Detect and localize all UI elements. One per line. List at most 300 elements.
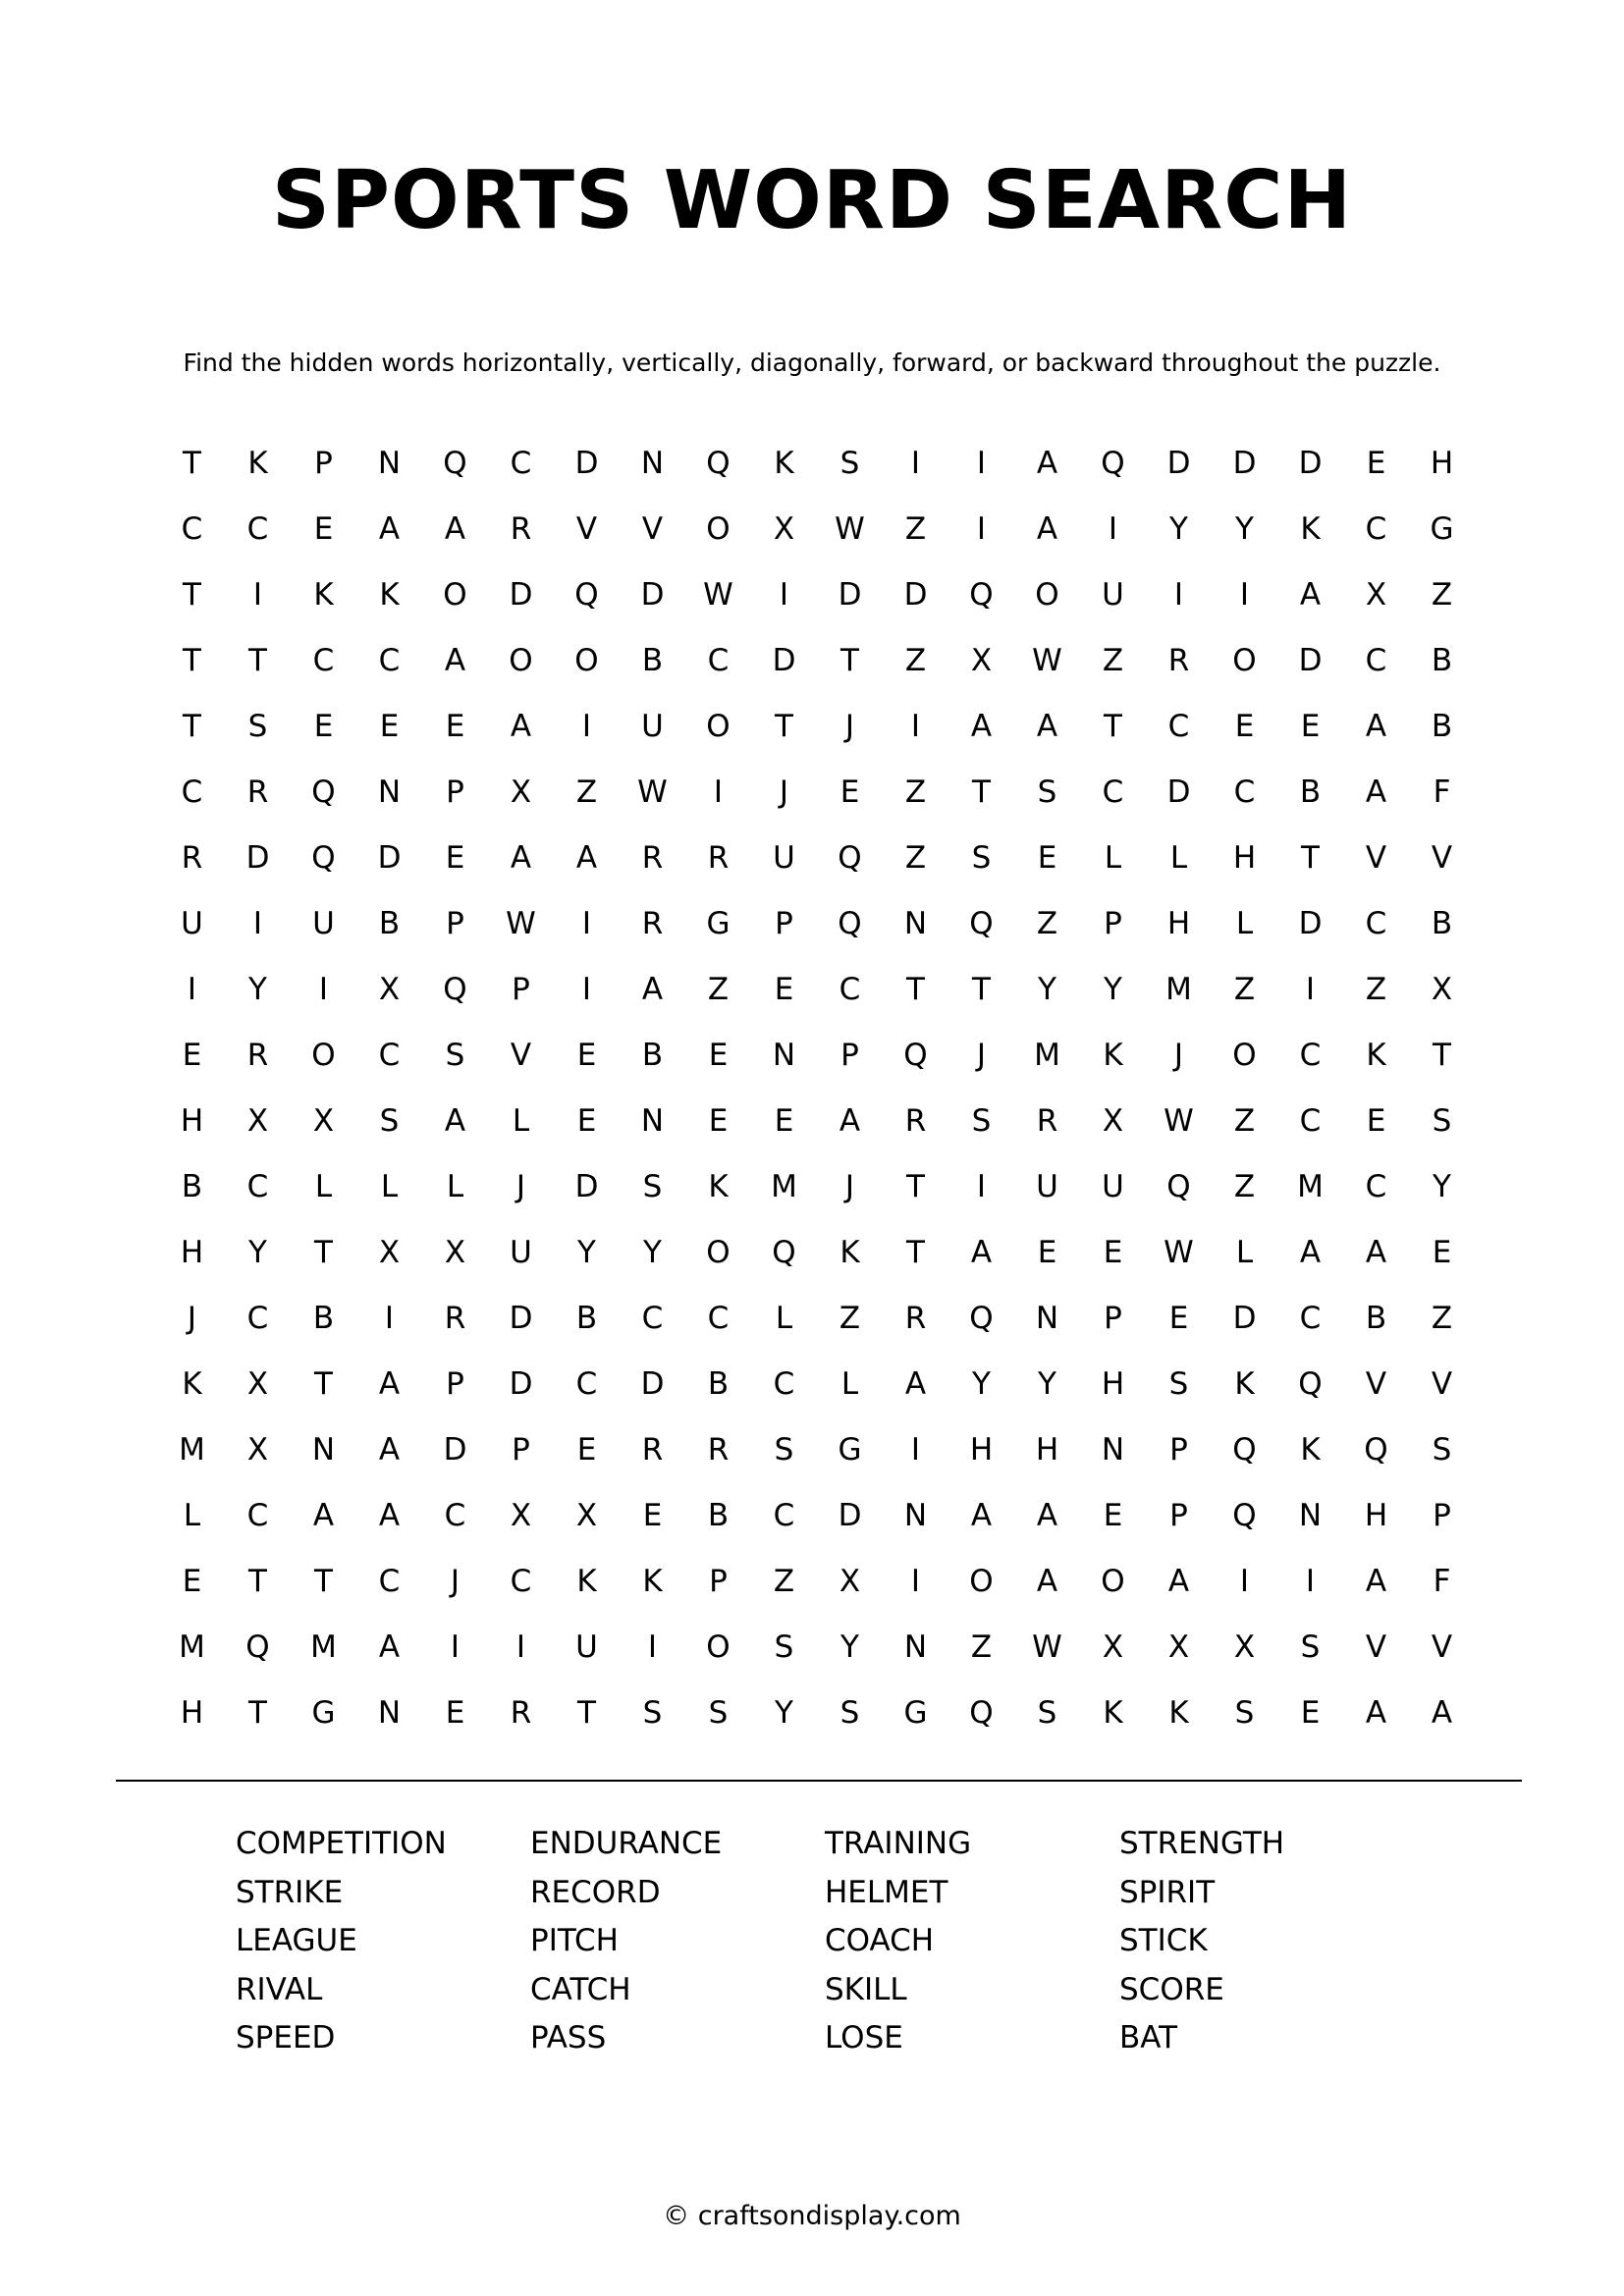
grid-cell: H bbox=[1430, 445, 1454, 481]
grid-cell: H bbox=[1364, 1497, 1388, 1533]
grid-cell: T bbox=[314, 1234, 333, 1270]
word-list-item: STRENGTH bbox=[1119, 1826, 1285, 1861]
grid-cell: O bbox=[311, 1037, 336, 1073]
grid-cell: H bbox=[1035, 1431, 1059, 1468]
grid-cell: P bbox=[775, 905, 793, 941]
word-list-item: LOSE bbox=[825, 2020, 903, 2056]
divider-line bbox=[116, 1780, 1522, 1782]
grid-cell: X bbox=[1102, 1629, 1124, 1665]
grid-cell: E bbox=[182, 1037, 202, 1073]
grid-cell: H bbox=[180, 1234, 204, 1270]
grid-cell: O bbox=[1232, 1037, 1257, 1073]
grid-cell: E bbox=[1234, 708, 1255, 744]
grid-cell: V bbox=[510, 1037, 532, 1073]
grid-cell: A bbox=[378, 1629, 401, 1665]
grid-cell: I bbox=[515, 1629, 526, 1665]
grid-cell: E bbox=[182, 1563, 202, 1599]
grid-cell: D bbox=[640, 1365, 665, 1402]
grid-cell: P bbox=[840, 1037, 859, 1073]
grid-cell: Y bbox=[1235, 510, 1254, 547]
grid-cell: W bbox=[506, 905, 536, 941]
grid-cell: V bbox=[1365, 1629, 1387, 1665]
grid-cell: H bbox=[969, 1431, 994, 1468]
grid-cell: P bbox=[446, 774, 464, 810]
grid-cell: T bbox=[314, 1563, 333, 1599]
grid-cell: I bbox=[647, 1629, 658, 1665]
grid-cell: R bbox=[1167, 642, 1190, 678]
grid-cell: Q bbox=[1232, 1497, 1257, 1533]
grid-cell: B bbox=[1431, 708, 1453, 744]
grid-cell: C bbox=[378, 642, 401, 678]
grid-cell: I bbox=[1239, 576, 1250, 613]
grid-cell: I bbox=[976, 1168, 987, 1204]
grid-cell: T bbox=[248, 642, 267, 678]
grid-cell: E bbox=[576, 1431, 597, 1468]
grid-cell: A bbox=[1167, 1563, 1190, 1599]
grid-cell: A bbox=[1365, 1563, 1387, 1599]
grid-cell: X bbox=[839, 1563, 861, 1599]
grid-cell: N bbox=[640, 445, 665, 481]
grid-cell: C bbox=[510, 445, 532, 481]
grid-cell: P bbox=[709, 1563, 728, 1599]
grid-cell: S bbox=[1432, 1431, 1452, 1468]
grid-cell: M bbox=[310, 1629, 337, 1665]
grid-cell: C bbox=[312, 642, 335, 678]
grid-cell: D bbox=[1298, 905, 1323, 941]
grid-cell: C bbox=[707, 642, 730, 678]
instructions-text: Find the hidden words horizontally, vertically, diagonally, forward, or backward throughout the puzzle. bbox=[183, 348, 1441, 377]
grid-cell: R bbox=[641, 1431, 664, 1468]
grid-cell: X bbox=[444, 1234, 466, 1270]
word-list-item: HELMET bbox=[825, 1874, 948, 1910]
word-list-item: RECORD bbox=[530, 1874, 661, 1910]
grid-cell: Q bbox=[311, 839, 336, 876]
grid-cell: C bbox=[773, 1365, 795, 1402]
grid-cell: B bbox=[378, 905, 401, 941]
grid-cell: B bbox=[641, 1037, 664, 1073]
word-list-item: PASS bbox=[530, 2020, 607, 2056]
grid-cell: Q bbox=[772, 1234, 796, 1270]
grid-cell: S bbox=[445, 1037, 465, 1073]
grid-cell: R bbox=[904, 1300, 927, 1336]
grid-cell: X bbox=[246, 1431, 269, 1468]
grid-cell: G bbox=[903, 1694, 928, 1731]
grid-cell: R bbox=[181, 839, 203, 876]
grid-cell: U bbox=[1102, 576, 1124, 613]
grid-cell: J bbox=[844, 1168, 855, 1204]
grid-cell: X bbox=[246, 1102, 269, 1139]
grid-cell: L bbox=[1235, 905, 1254, 941]
grid-cell: C bbox=[1102, 774, 1124, 810]
grid-cell: Y bbox=[840, 1629, 859, 1665]
grid-cell: O bbox=[1101, 1563, 1125, 1599]
grid-cell: C bbox=[1299, 1102, 1322, 1139]
grid-cell: I bbox=[581, 708, 592, 744]
grid-cell: A bbox=[444, 1102, 466, 1139]
word-list-item: PITCH bbox=[530, 1923, 619, 1958]
grid-cell: I bbox=[713, 774, 724, 810]
grid-cell: E bbox=[445, 708, 465, 744]
grid-cell: S bbox=[1234, 1694, 1255, 1731]
grid-cell: I bbox=[779, 576, 789, 613]
grid-cell: E bbox=[1366, 1102, 1386, 1139]
grid-cell: J bbox=[515, 1168, 526, 1204]
grid-cell: P bbox=[512, 1431, 530, 1468]
grid-cell: J bbox=[1173, 1037, 1184, 1073]
grid-cell: D bbox=[772, 642, 796, 678]
grid-cell: L bbox=[775, 1300, 793, 1336]
word-list-item: ENDURANCE bbox=[530, 1826, 723, 1861]
grid-cell: A bbox=[378, 1365, 401, 1402]
grid-cell: K bbox=[708, 1168, 729, 1204]
grid-cell: V bbox=[575, 510, 598, 547]
grid-cell: M bbox=[179, 1629, 205, 1665]
grid-cell: K bbox=[1366, 1037, 1386, 1073]
grid-cell: D bbox=[1166, 445, 1191, 481]
grid-cell: J bbox=[779, 774, 789, 810]
grid-cell: N bbox=[377, 774, 402, 810]
grid-cell: C bbox=[1365, 510, 1387, 547]
grid-cell: K bbox=[247, 445, 268, 481]
grid-cell: X bbox=[1233, 1629, 1256, 1665]
grid-cell: T bbox=[972, 971, 991, 1007]
grid-cell: X bbox=[312, 1102, 335, 1139]
grid-cell: B bbox=[1431, 905, 1453, 941]
grid-cell: K bbox=[1300, 510, 1321, 547]
grid-cell: Q bbox=[1298, 1365, 1323, 1402]
grid-cell: O bbox=[706, 510, 731, 547]
grid-cell: Y bbox=[1038, 1365, 1056, 1402]
grid-cell: K bbox=[1103, 1037, 1123, 1073]
grid-cell: S bbox=[1432, 1102, 1452, 1139]
grid-cell: Q bbox=[574, 576, 599, 613]
grid-cell: S bbox=[642, 1694, 663, 1731]
grid-cell: I bbox=[384, 1300, 395, 1336]
grid-cell: A bbox=[1365, 708, 1387, 744]
grid-cell: C bbox=[1299, 1037, 1322, 1073]
grid-cell: W bbox=[703, 576, 733, 613]
grid-cell: U bbox=[312, 905, 335, 941]
grid-cell: A bbox=[1365, 1234, 1387, 1270]
grid-cell: D bbox=[574, 1168, 599, 1204]
grid-cell: O bbox=[574, 642, 599, 678]
grid-cell: K bbox=[576, 1563, 597, 1599]
grid-cell: P bbox=[446, 1365, 464, 1402]
grid-cell: Q bbox=[838, 905, 862, 941]
grid-cell: S bbox=[774, 1431, 794, 1468]
grid-cell: L bbox=[1235, 1234, 1254, 1270]
grid-cell: R bbox=[641, 905, 664, 941]
grid-cell: E bbox=[1300, 1694, 1321, 1731]
grid-cell: N bbox=[1298, 1497, 1323, 1533]
grid-cell: S bbox=[1037, 774, 1057, 810]
grid-cell: Y bbox=[1433, 1168, 1451, 1204]
grid-cell: N bbox=[772, 1037, 796, 1073]
grid-cell: A bbox=[1036, 1563, 1058, 1599]
grid-cell: X bbox=[1365, 576, 1387, 613]
grid-cell: D bbox=[1232, 1300, 1257, 1336]
grid-cell: Y bbox=[643, 1234, 662, 1270]
grid-cell: D bbox=[1232, 445, 1257, 481]
grid-cell: P bbox=[314, 445, 333, 481]
grid-cell: A bbox=[444, 510, 466, 547]
grid-cell: C bbox=[1365, 905, 1387, 941]
grid-cell: N bbox=[1101, 1431, 1125, 1468]
grid-cell: P bbox=[1104, 1300, 1122, 1336]
grid-cell: O bbox=[706, 1234, 731, 1270]
grid-cell: Y bbox=[577, 1234, 596, 1270]
grid-cell: A bbox=[510, 839, 532, 876]
grid-cell: H bbox=[1101, 1365, 1125, 1402]
grid-cell: Z bbox=[773, 1563, 795, 1599]
grid-cell: E bbox=[576, 1102, 597, 1139]
grid-cell: S bbox=[642, 1168, 663, 1204]
grid-cell: X bbox=[510, 1497, 532, 1533]
grid-cell: B bbox=[181, 1168, 203, 1204]
grid-cell: Z bbox=[970, 1629, 993, 1665]
grid-cell: A bbox=[1299, 1234, 1322, 1270]
word-list-item: COACH bbox=[825, 1923, 935, 1958]
grid-cell: L bbox=[183, 1497, 201, 1533]
grid-cell: D bbox=[509, 1365, 533, 1402]
grid-cell: G bbox=[1430, 510, 1454, 547]
word-list-item: STRIKE bbox=[236, 1874, 344, 1910]
grid-cell: I bbox=[910, 1563, 921, 1599]
grid-cell: C bbox=[1233, 774, 1256, 810]
grid-cell: A bbox=[510, 708, 532, 744]
grid-cell: Y bbox=[1104, 971, 1122, 1007]
grid-cell: A bbox=[970, 1234, 993, 1270]
grid-cell: D bbox=[443, 1431, 467, 1468]
grid-cell: A bbox=[1431, 1694, 1453, 1731]
grid-cell: E bbox=[1432, 1234, 1452, 1270]
grid-cell: C bbox=[246, 1300, 269, 1336]
grid-cell: O bbox=[443, 576, 467, 613]
grid-cell: P bbox=[1169, 1431, 1188, 1468]
grid-cell: X bbox=[970, 642, 993, 678]
grid-cell: M bbox=[1297, 1168, 1324, 1204]
grid-cell: Z bbox=[1102, 642, 1124, 678]
grid-cell: E bbox=[1037, 839, 1057, 876]
grid-cell: C bbox=[181, 774, 203, 810]
grid-cell: A bbox=[1365, 774, 1387, 810]
grid-cell: I bbox=[1108, 510, 1118, 547]
grid-cell: U bbox=[181, 905, 203, 941]
grid-cell: V bbox=[1365, 1365, 1387, 1402]
grid-cell: S bbox=[971, 1102, 992, 1139]
grid-cell: E bbox=[1103, 1234, 1123, 1270]
grid-cell: R bbox=[707, 1431, 730, 1468]
grid-cell: I bbox=[252, 905, 263, 941]
grid-cell: N bbox=[377, 445, 402, 481]
grid-cell: Z bbox=[904, 642, 927, 678]
grid-cell: Z bbox=[1233, 1102, 1256, 1139]
page-title: SPORTS WORD SEARCH bbox=[271, 154, 1353, 247]
grid-cell: I bbox=[252, 576, 263, 613]
grid-cell: I bbox=[1305, 1563, 1316, 1599]
grid-cell: I bbox=[187, 971, 197, 1007]
grid-cell: D bbox=[245, 839, 270, 876]
grid-cell: U bbox=[1036, 1168, 1058, 1204]
grid-cell: P bbox=[446, 905, 464, 941]
grid-cell: Q bbox=[969, 1694, 994, 1731]
grid-cell: S bbox=[839, 445, 860, 481]
grid-cell: T bbox=[1104, 708, 1122, 744]
grid-cell: T bbox=[906, 1168, 925, 1204]
grid-cell: B bbox=[1299, 774, 1322, 810]
grid-cell: L bbox=[380, 1168, 399, 1204]
grid-cell: I bbox=[910, 1431, 921, 1468]
grid-cell: Z bbox=[904, 510, 927, 547]
grid-cell: X bbox=[1431, 971, 1453, 1007]
grid-cell: Q bbox=[969, 576, 994, 613]
grid-cell: T bbox=[1433, 1037, 1451, 1073]
grid-cell: D bbox=[377, 839, 402, 876]
grid-cell: Y bbox=[972, 1365, 991, 1402]
grid-cell: M bbox=[1034, 1037, 1060, 1073]
grid-cell: W bbox=[835, 510, 865, 547]
grid-cell: H bbox=[180, 1102, 204, 1139]
word-list-item: SKILL bbox=[825, 1971, 907, 2007]
grid-cell: N bbox=[377, 1694, 402, 1731]
grid-cell: P bbox=[1433, 1497, 1451, 1533]
grid-cell: A bbox=[378, 1431, 401, 1468]
grid-cell: K bbox=[839, 1234, 860, 1270]
grid-cell: I bbox=[910, 708, 921, 744]
grid-cell: A bbox=[1299, 576, 1322, 613]
grid-cell: Z bbox=[575, 774, 598, 810]
grid-cell: E bbox=[1103, 1497, 1123, 1533]
grid-cell: D bbox=[838, 576, 862, 613]
grid-cell: C bbox=[246, 510, 269, 547]
grid-cell: Z bbox=[1036, 905, 1058, 941]
grid-cell: B bbox=[641, 642, 664, 678]
grid-cell: I bbox=[1173, 576, 1184, 613]
word-list-item: STICK bbox=[1119, 1923, 1208, 1958]
grid-cell: A bbox=[1036, 1497, 1058, 1533]
grid-cell: T bbox=[248, 1694, 267, 1731]
grid-cell: L bbox=[314, 1168, 333, 1204]
grid-cell: D bbox=[1298, 642, 1323, 678]
grid-cell: U bbox=[1102, 1168, 1124, 1204]
grid-cell: C bbox=[1365, 1168, 1387, 1204]
grid-cell: I bbox=[976, 510, 987, 547]
grid-cell: N bbox=[640, 1102, 665, 1139]
grid-cell: U bbox=[575, 1629, 598, 1665]
grid-cell: J bbox=[450, 1563, 460, 1599]
grid-cell: X bbox=[378, 1234, 401, 1270]
grid-cell: Z bbox=[1365, 971, 1387, 1007]
grid-cell: E bbox=[379, 708, 400, 744]
grid-cell: W bbox=[1032, 1629, 1062, 1665]
grid-cell: S bbox=[1037, 1694, 1057, 1731]
grid-cell: K bbox=[379, 576, 400, 613]
grid-cell: K bbox=[1168, 1694, 1189, 1731]
grid-cell: W bbox=[637, 774, 668, 810]
grid-cell: H bbox=[1166, 905, 1191, 941]
grid-cell: I bbox=[581, 905, 592, 941]
word-list-item: SPEED bbox=[236, 2020, 336, 2056]
grid-cell: S bbox=[379, 1102, 400, 1139]
grid-cell: F bbox=[1433, 774, 1451, 810]
grid-cell: B bbox=[1365, 1300, 1387, 1336]
grid-cell: V bbox=[1431, 839, 1453, 876]
grid-cell: T bbox=[183, 642, 201, 678]
grid-cell: E bbox=[708, 1037, 729, 1073]
grid-cell: U bbox=[641, 708, 664, 744]
grid-cell: G bbox=[838, 1431, 862, 1468]
grid-cell: J bbox=[976, 1037, 987, 1073]
grid-cell: C bbox=[773, 1497, 795, 1533]
grid-cell: X bbox=[246, 1365, 269, 1402]
grid-cell: S bbox=[774, 1629, 794, 1665]
grid-cell: E bbox=[576, 1037, 597, 1073]
grid-cell: A bbox=[839, 1102, 861, 1139]
grid-cell: Y bbox=[248, 1234, 267, 1270]
grid-cell: R bbox=[444, 1300, 466, 1336]
grid-cell: N bbox=[903, 1497, 928, 1533]
grid-cell: Q bbox=[1232, 1431, 1257, 1468]
grid-cell: N bbox=[311, 1431, 336, 1468]
grid-cell: D bbox=[838, 1497, 862, 1533]
grid-cell: T bbox=[775, 708, 793, 744]
grid-cell: C bbox=[707, 1300, 730, 1336]
grid-cell: R bbox=[904, 1102, 927, 1139]
grid-cell: H bbox=[180, 1694, 204, 1731]
grid-cell: C bbox=[246, 1168, 269, 1204]
grid-cell: E bbox=[774, 971, 794, 1007]
grid-cell: S bbox=[971, 839, 992, 876]
grid-cell: I bbox=[318, 971, 329, 1007]
grid-cell: B bbox=[1431, 642, 1453, 678]
grid-cell: R bbox=[641, 839, 664, 876]
grid-cell: T bbox=[972, 774, 991, 810]
grid-cell: T bbox=[1301, 839, 1320, 876]
word-list bbox=[236, 1820, 1414, 2063]
word-list-item: LEAGUE bbox=[236, 1923, 357, 1958]
grid-cell: L bbox=[446, 1168, 464, 1204]
grid-cell: D bbox=[1298, 445, 1323, 481]
grid-cell: W bbox=[1032, 642, 1062, 678]
word-list-item: BAT bbox=[1119, 2020, 1178, 2056]
grid-cell: S bbox=[839, 1694, 860, 1731]
grid-cell: J bbox=[187, 1300, 197, 1336]
grid-cell: Q bbox=[969, 1300, 994, 1336]
word-list-item: SCORE bbox=[1119, 1971, 1224, 2007]
grid-cell: T bbox=[906, 1234, 925, 1270]
grid-cell: T bbox=[906, 971, 925, 1007]
grid-cell: X bbox=[575, 1497, 598, 1533]
grid-cell: I bbox=[976, 445, 987, 481]
grid-cell: Y bbox=[248, 971, 267, 1007]
grid-cell: X bbox=[378, 971, 401, 1007]
grid-cell: C bbox=[641, 1300, 664, 1336]
grid-cell: Z bbox=[839, 1300, 861, 1336]
grid-cell: R bbox=[1036, 1102, 1058, 1139]
grid-cell: C bbox=[510, 1563, 532, 1599]
grid-cell: G bbox=[706, 905, 731, 941]
grid-cell: Q bbox=[443, 445, 467, 481]
grid-cell: K bbox=[642, 1563, 663, 1599]
grid-cell: P bbox=[1169, 1497, 1188, 1533]
grid-cell: E bbox=[839, 774, 860, 810]
grid-cell: D bbox=[509, 1300, 533, 1336]
grid-cell: X bbox=[1102, 1102, 1124, 1139]
grid-cell: M bbox=[771, 1168, 797, 1204]
grid-cell: B bbox=[707, 1365, 730, 1402]
word-list-item: CATCH bbox=[530, 1971, 631, 2007]
grid-cell: X bbox=[1167, 1629, 1190, 1665]
